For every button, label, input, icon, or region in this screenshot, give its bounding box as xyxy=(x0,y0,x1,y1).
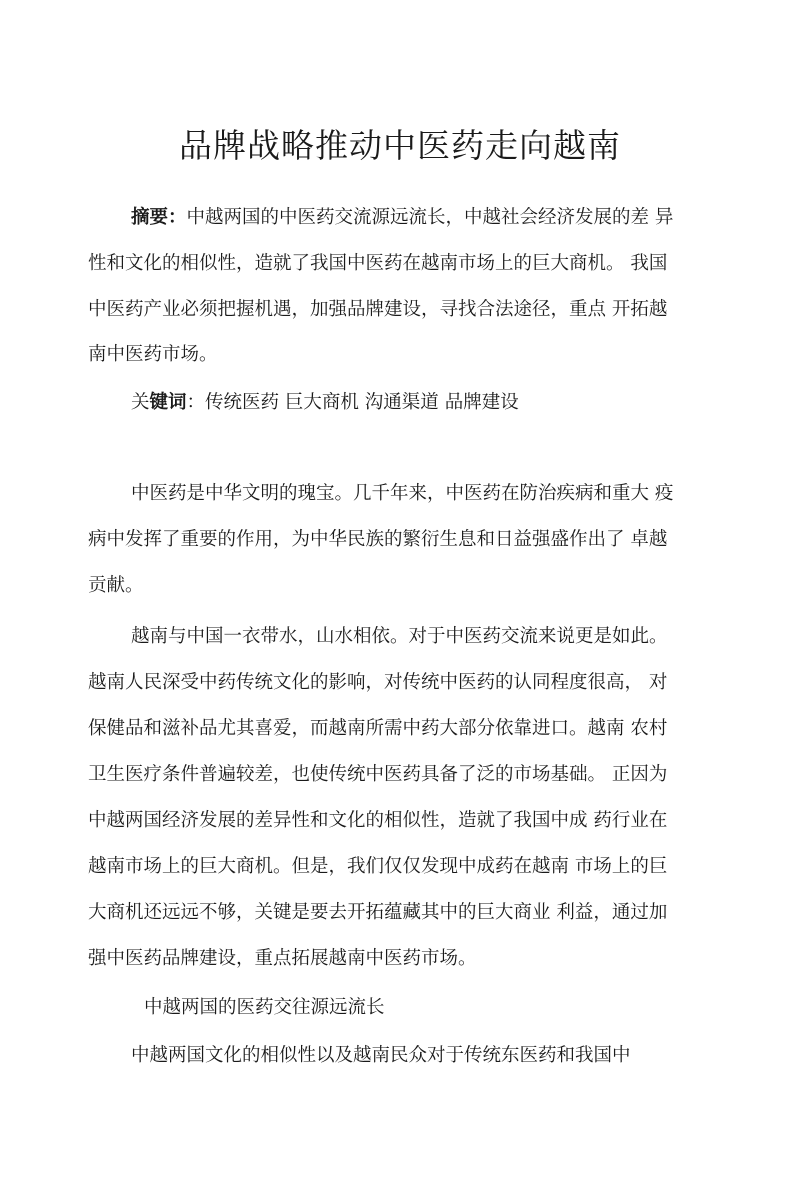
paragraph-line: 越南与中国一衣带水，山水相依。对于中医药交流来说更是如此。 xyxy=(131,626,668,647)
paragraph-line: 贡献。 xyxy=(88,575,144,596)
paragraph-line: 强中医药品牌建设，重点拓展越南中医药市场。 xyxy=(88,948,477,969)
paragraph-line: 卫生医疗条件普遍较差，也使传统中医药具备了泛的市场基础。 正因为 xyxy=(88,764,668,785)
paragraph-line: 越南人民深受中药传统文化的影响，对传统中医药的认同程度很高， 对 xyxy=(88,672,668,693)
paragraph-line: 病中发挥了重要的作用，为中华民族的繁衍生息和日益强盛作出了 卓越 xyxy=(88,529,668,550)
paragraph-line: 越南市场上的巨大商机。但是，我们仅仅发现中成药在越南 市场上的巨 xyxy=(88,856,668,877)
paragraph-line: 大商机还远远不够，关键是要去开拓蕴藏其中的巨大商业 利益，通过加 xyxy=(88,902,668,923)
section-heading: 中越两国的医药交往源远流长 xyxy=(144,997,385,1018)
paragraph-line: 中越两国文化的相似性以及越南民众对于传统东医药和我国中 xyxy=(131,1045,631,1066)
keywords-line xyxy=(131,390,771,416)
paragraph-line: 保健品和滋补品尤其喜爱，而越南所需中药大部分依靠进口。越南 农村 xyxy=(88,718,668,739)
abstract-label: 摘要： xyxy=(131,207,187,228)
keywords-label-suffix: ： xyxy=(186,392,206,413)
abstract-line: 中医药产业必须把握机遇，加强品牌建设，寻找合法途径，重点 开拓越 xyxy=(88,299,668,320)
paragraph-line: 中越两国经济发展的差异性和文化的相似性，造就了我国中成 药行业在 xyxy=(88,810,668,831)
abstract-line: 性和文化的相似性，造就了我国中医药在越南市场上的巨大商机。 我国 xyxy=(88,253,668,274)
abstract-text: 中越两国的中医药交流源远流长，中越社会经济发展的差 异 xyxy=(186,207,674,228)
abstract-line: 南中医药市场。 xyxy=(88,344,218,365)
paragraph-line: 中医药是中华文明的瑰宝。几千年来，中医药在防治疾病和重大 疫 xyxy=(131,483,674,504)
keywords-label: 键词 xyxy=(149,392,187,413)
abstract-line xyxy=(131,205,771,231)
keywords-text: 传统医药 巨大商机 沟通渠道 品牌建设 xyxy=(205,392,519,413)
keywords-label-prefix: 关 xyxy=(131,392,150,413)
document-title: 品牌战略推动中医药走向越南 xyxy=(179,126,621,165)
